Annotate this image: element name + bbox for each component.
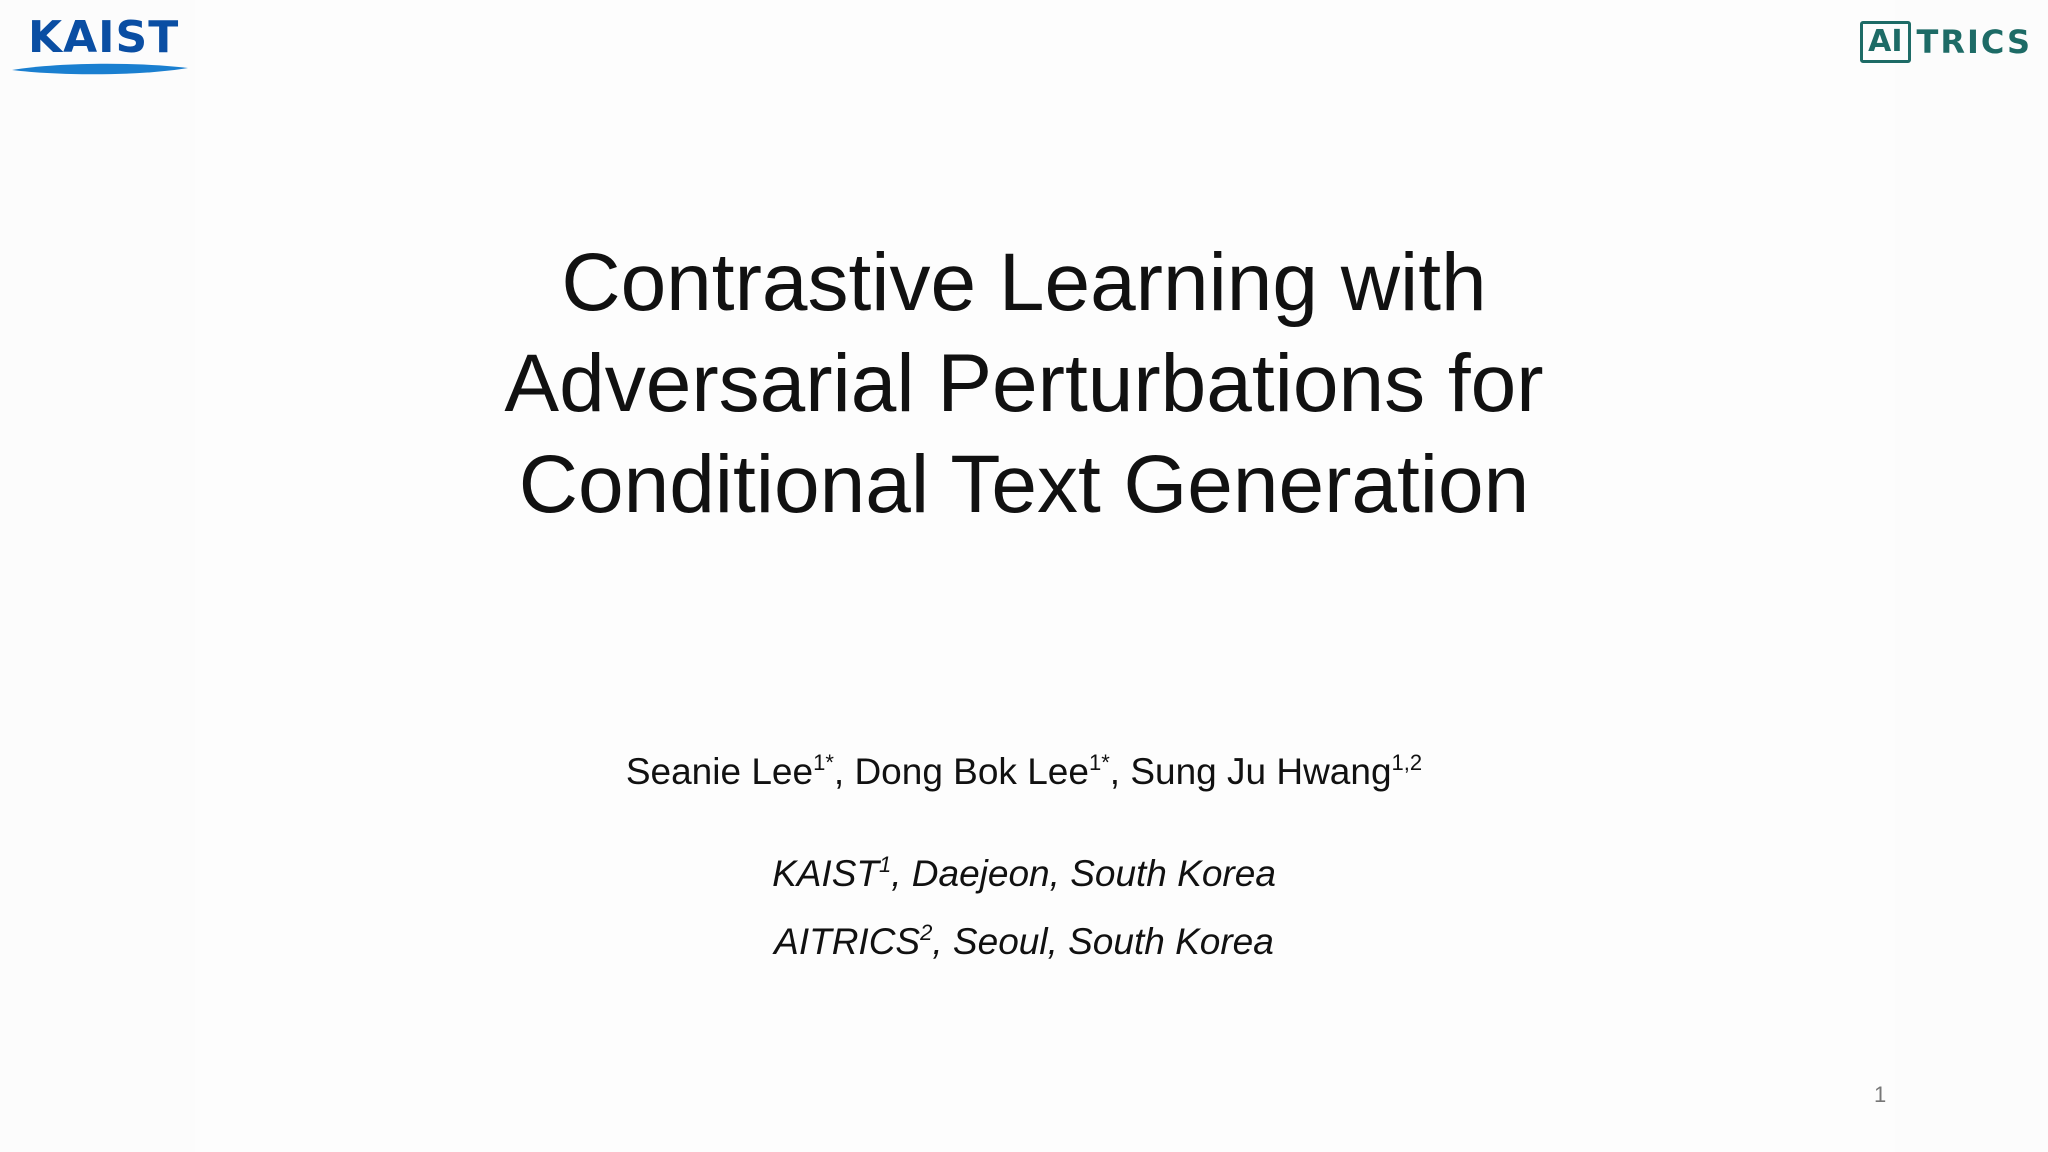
affiliation-name: AITRICS xyxy=(774,921,921,962)
kaist-logo-text: KAIST xyxy=(28,12,180,63)
author-affiliation-mark: 1* xyxy=(813,750,834,775)
kaist-logo-swoosh xyxy=(10,60,190,78)
aitrics-logo-text: TRICS xyxy=(1916,23,2032,61)
author-name: Sung Ju Hwang xyxy=(1130,751,1392,792)
slide-canvas xyxy=(195,0,1895,1152)
title-line: Conditional Text Generation xyxy=(518,439,1530,530)
slide-title xyxy=(0,232,2048,535)
affiliation-name: KAIST xyxy=(772,853,879,894)
affiliation-kaist xyxy=(0,850,2048,898)
author-separator: , xyxy=(1109,751,1131,792)
affiliation-location: , Seoul, South Korea xyxy=(932,921,1274,962)
title-line: Adversarial Perturbations for xyxy=(504,338,1544,429)
author-name: Seanie Lee xyxy=(625,751,814,792)
kaist-logo xyxy=(10,12,190,78)
affiliation-mark: 2 xyxy=(920,920,933,945)
title-line: Contrastive Learning with xyxy=(561,237,1487,328)
aitrics-logo xyxy=(1860,20,2032,64)
author-list xyxy=(0,748,2048,796)
affiliation-mark: 1 xyxy=(879,852,892,877)
author-name: Dong Bok Lee xyxy=(854,751,1089,792)
author-affiliation-mark: 1* xyxy=(1088,750,1110,775)
affiliation-location: , Daejeon, South Korea xyxy=(891,853,1276,894)
affiliation-aitrics xyxy=(0,918,2048,966)
aitrics-logo-ai-box: AI xyxy=(1860,21,1910,63)
author-separator: , xyxy=(833,751,855,792)
page-number: 1 xyxy=(1874,1082,1887,1107)
author-affiliation-mark: 1,2 xyxy=(1391,750,1423,775)
